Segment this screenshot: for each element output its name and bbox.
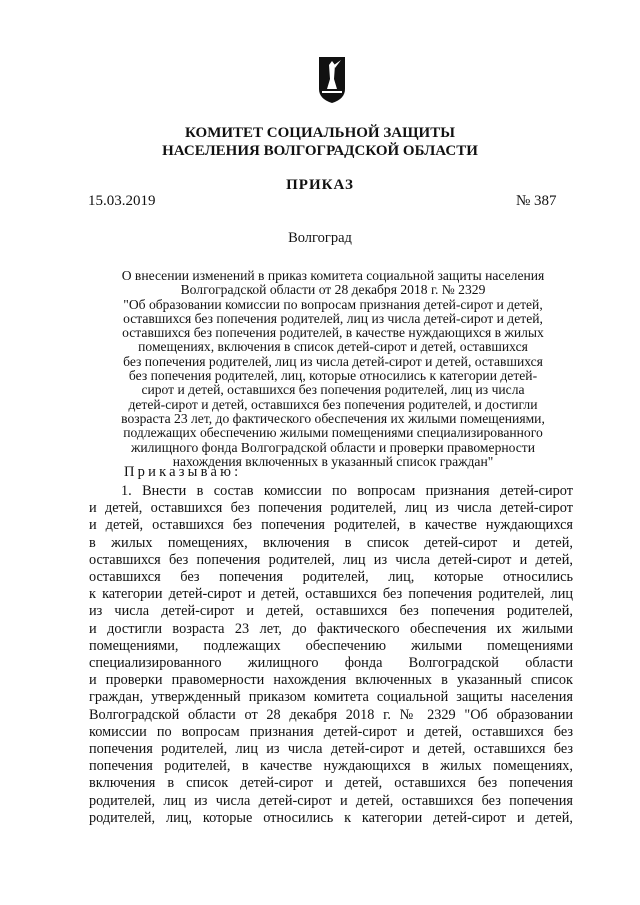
volgograd-emblem-icon: [318, 56, 346, 104]
body-line: попечения родителей, в качестве нуждающихся в жилых помещениях,: [89, 758, 573, 775]
heading-line: "Об образовании комиссии по вопросам признания детей-сирот и детей,: [123, 296, 543, 312]
body-line: Волгоградской области от 28 декабря 2018 г. № 2329 "Об образовании: [89, 706, 573, 723]
body-line: из числа детей-сирот и детей, оставшихся без попечения родителей,: [89, 603, 573, 620]
body-line: к категории детей-сирот и детей, оставшихся без попечения родителей, лиц: [89, 586, 573, 603]
order-directive-word: Приказываю:: [124, 464, 242, 480]
body-line: 1. Внести в состав комиссии по вопросам признания детей-сирот: [121, 483, 573, 499]
heading-line: детей-сирот и детей, оставшихся без попечения родителей, и достигли: [128, 396, 538, 412]
organization-name-line: НАСЕЛЕНИЯ ВОЛГОГРАДСКОЙ ОБЛАСТИ: [162, 143, 478, 159]
heading-line: без попечения родителей, лиц, которые относились к категории детей-: [128, 368, 538, 384]
organization-name: [0, 124, 640, 160]
body-line: попечения родителей, лиц из числа детей-сирот и детей, оставшихся без: [89, 741, 573, 758]
body-line: и достигли возраста 23 лет, до фактического обеспечения их жилыми: [89, 620, 573, 637]
body-line: в жилых помещениях, включения в список детей-сирот и детей,: [89, 534, 573, 551]
heading-line: сирот и детей, оставшихся без попечения родителей, лиц из числа: [141, 382, 525, 398]
body-line: и проверки правомерности нахождения включенных в указанный список: [89, 672, 573, 689]
order-heading: [88, 269, 578, 469]
order-date: 15.03.2019: [88, 193, 156, 209]
heading-line: помещениях, включения в список детей-сирот и детей, оставшихся: [138, 339, 528, 355]
body-line: родителей, лиц из числа детей-сирот и детей, оставшихся без попечения: [89, 792, 573, 809]
order-number: № 387: [516, 193, 557, 209]
organization-name-line: КОМИТЕТ СОЦИАЛЬНОЙ ЗАЩИТЫ: [185, 125, 455, 141]
body-line: оставшихся без попечения родителей, лиц, которые относились: [89, 569, 573, 586]
body-line: и детей, оставшихся без попечения родителей, лиц из числа детей-сирот: [89, 500, 573, 517]
body-line: оставшихся без попечения родителей, лиц из числа детей-сирот и детей,: [89, 551, 573, 568]
order-body: [89, 483, 573, 827]
heading-line: без попечения родителей, лиц из числа детей-сирот и детей, оставшихся: [123, 353, 543, 369]
body-line: включения в список детей-сирот и детей, оставшихся без попечения: [89, 775, 573, 792]
heading-line: нахождения включенных в указанный список граждан": [172, 453, 494, 469]
body-line: помещениями, подлежащих обеспечению жилыми помещениями: [89, 637, 573, 654]
heading-line: О внесении изменений в приказ комитета социальной защиты населения: [121, 268, 545, 283]
heading-line: возраста 23 лет, до фактического обеспечения их жилыми помещениями,: [121, 410, 545, 426]
body-line: граждан, утвержденный приказом комитета социальной защиты населения: [89, 689, 573, 706]
heading-line: подлежащих обеспечению жилыми помещениями специализированного: [123, 425, 543, 441]
body-line: родителей, лиц, которые относились к категории детей-сирот и детей,: [89, 809, 573, 826]
body-line: специализированного жилищного фонда Волгоградской области: [89, 655, 573, 672]
heading-line: Волгоградской области от 28 декабря 2018 г. № 2329: [180, 282, 486, 298]
heading-line: оставшихся без попечения родителей, в качестве нуждающихся в жилых: [122, 325, 544, 341]
body-line: комиссии по вопросам признания детей-сирот и детей, оставшихся без: [89, 723, 573, 740]
body-line: и детей, оставшихся без попечения родителей, в качестве нуждающихся: [89, 517, 573, 534]
city-name: Волгоград: [288, 230, 352, 246]
heading-line: жилищного фонда Волгоградской области и проверки правомерности: [130, 439, 536, 455]
heading-line: оставшихся без попечения родителей, лиц из числа детей-сирот и детей,: [123, 310, 543, 326]
document-type-title: ПРИКАЗ: [286, 177, 354, 193]
